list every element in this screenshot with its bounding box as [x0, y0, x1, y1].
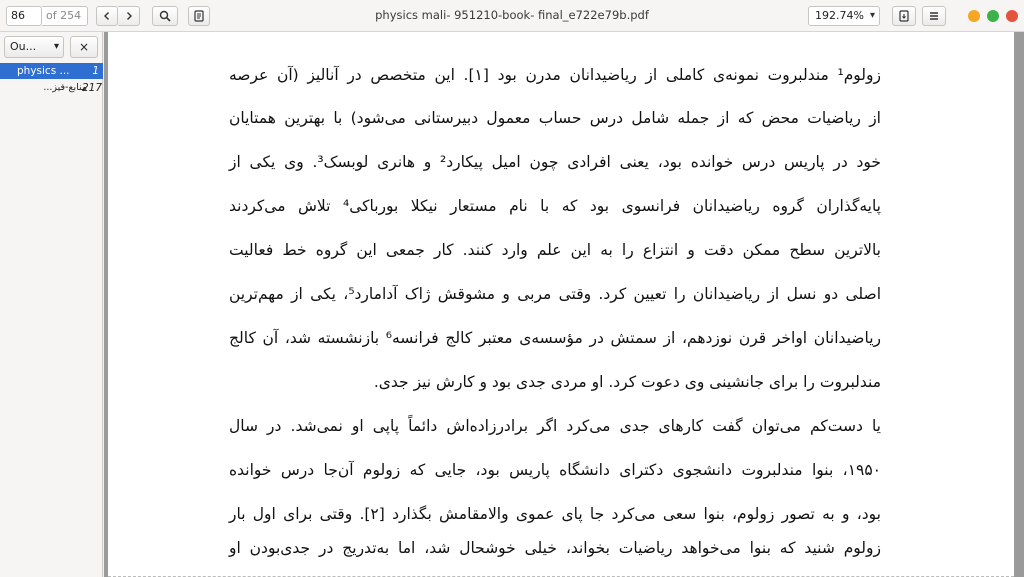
text-line: پایه‌گذاران گروه ریاضیدانان فرانسوی بود که با نام مستعار نیکلا بورباکی⁴ تلاش می‌کردند: [229, 197, 881, 215]
zoom-select[interactable]: [808, 6, 880, 26]
text-line: مندلبروت را برای جانشینی وی دعوت کرد. او مردی جدی بود و کارش نیز جدی.: [373, 373, 881, 391]
outline-item-title: physics ...: [17, 65, 70, 77]
chevron-down-icon: ▾: [53, 41, 59, 52]
close-sidebar-button[interactable]: ×: [70, 36, 98, 58]
document-viewport[interactable]: [104, 32, 1024, 577]
save-button[interactable]: [892, 6, 916, 26]
text-line: اصلی دو نسل از ریاضیدانان را تعیین کرد. وقتی مربی و مشوقش ژاک آدامارد⁵، یکی از مهم‌ترین: [229, 285, 881, 303]
text-line: ۱۹۵۰، بنوا مندلبروت دانشجوی دکترای دانشگاه پاریس بود، جایی که زولوم آن‌جا درس خوانده: [229, 461, 881, 479]
minimize-window-button[interactable]: [968, 10, 980, 22]
text-line: از ریاضیات محض که از جمله شامل درس حساب معمول دبیرستانی می‌شود) با بهترین همتایان: [229, 109, 881, 127]
previous-page-button[interactable]: [96, 6, 118, 26]
save-icon: [898, 10, 910, 22]
search-icon: [159, 10, 171, 22]
document-icon: [193, 10, 205, 22]
toolbar: [0, 0, 1024, 32]
next-page-button[interactable]: [118, 6, 140, 26]
outline-item-page: 217: [82, 82, 103, 94]
chevron-right-icon: [124, 11, 134, 21]
text-line: یا دست‌کم می‌توان گفت کارهای جدی می‌کرد اگر برادرزاده‌اش دائماً پاپی او نمی‌شد. در سال: [229, 417, 881, 435]
pdf-page: [108, 32, 1014, 577]
hamburger-icon: [928, 10, 940, 22]
sidebar-view-label: Ou...: [10, 40, 37, 53]
chevron-down-icon: ▾: [869, 10, 875, 21]
page-number-input[interactable]: 86: [6, 6, 42, 26]
maximize-window-button[interactable]: [987, 10, 999, 22]
text-line: ریاضیدانان اواخر قرن نوزدهم، از سمتش در مؤسسه‌ی معتبر کالج فرانسه⁶ بازنشسته شد، آن کالج: [229, 329, 881, 347]
text-line: زولوم¹ مندلبروت نمونه‌ی کاملی از ریاضیدانان مدرن بود [۱]. این متخصص در آنالیز (آن عرصه: [229, 66, 881, 84]
outline-item[interactable]: [0, 80, 103, 96]
outline-item[interactable]: [0, 63, 103, 79]
text-line: بود، و به تصور زولوم، بنوا سعی می‌کرد جا پای عموی والامقامش بگذارد [۲]. وقتی برای اول بار: [229, 505, 881, 523]
outline-sidebar: [0, 32, 103, 577]
zoom-value: 192.74%: [815, 9, 864, 22]
text-line: بالاترین سطح ممکن دقت و انتزاع را به این علم وارد کنند. کار جمعی این گروه خط فعالیت: [229, 241, 881, 259]
annotate-button[interactable]: [188, 6, 210, 26]
document-title: physics mali- 951210-book- final_e722e79b.pdf: [375, 8, 649, 22]
chevron-left-icon: [102, 11, 112, 21]
outline-item-title: منابع-فیز...: [43, 82, 87, 93]
outline-item-page: 1: [92, 65, 99, 77]
sidebar-view-select[interactable]: [4, 36, 64, 58]
menu-button[interactable]: [922, 6, 946, 26]
page-total-label: of 254: [42, 6, 88, 26]
text-line: زولوم شنید که بنوا می‌خواهد ریاضیات بخواند، خیلی خوشحال شد، اما به‌تدریج در جدی‌بودن او: [229, 539, 881, 557]
search-button[interactable]: [152, 6, 178, 26]
text-line: خود در پاریس درس خوانده بود، یعنی افرادی چون امیل پیکارد² و هانری لوبسک³. وی یکی از: [229, 153, 881, 171]
close-window-button[interactable]: [1006, 10, 1018, 22]
